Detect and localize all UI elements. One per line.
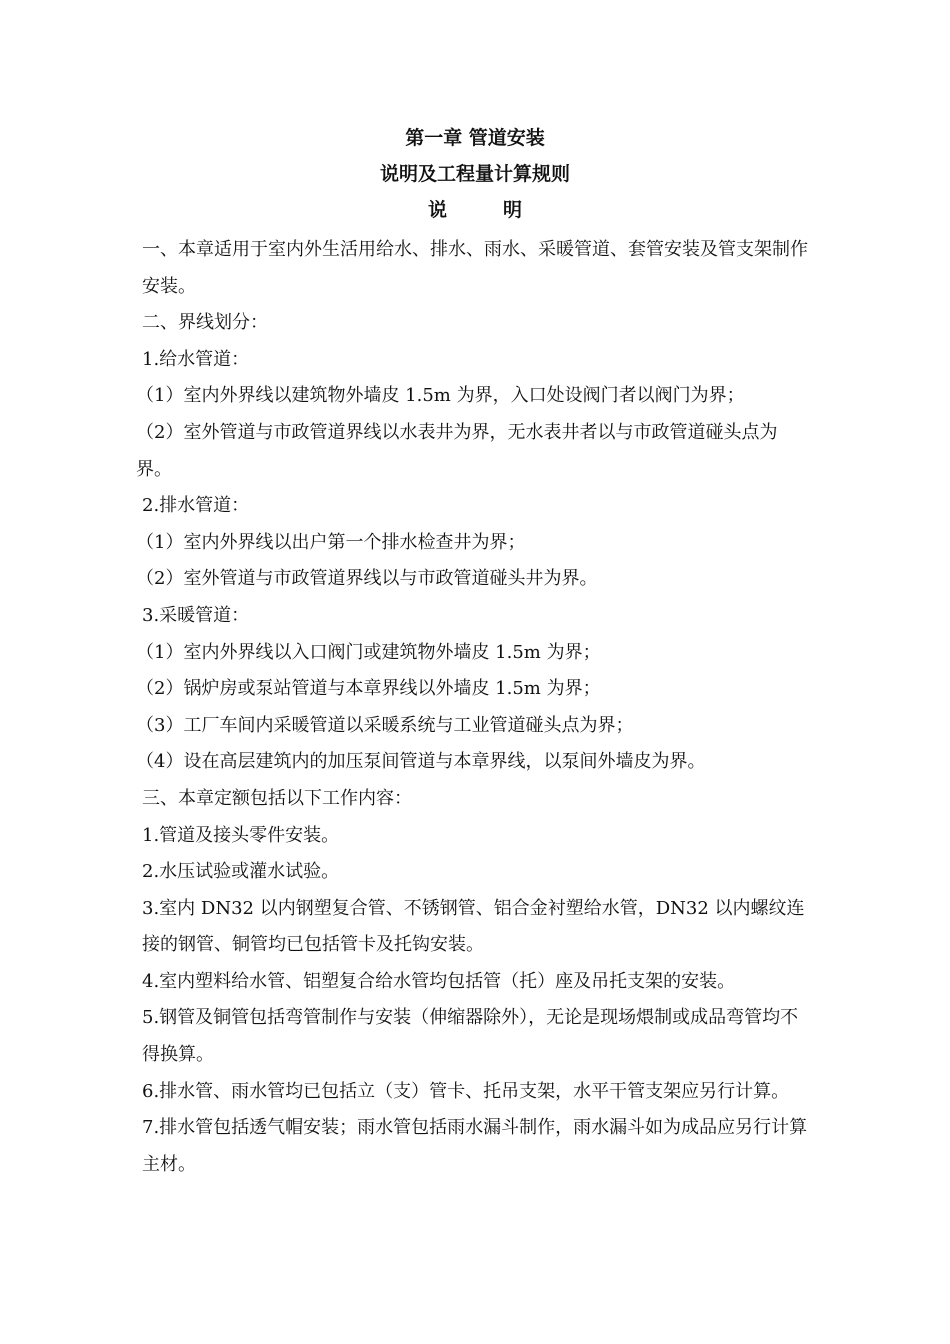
paragraph-water-supply-1: （1）室内外界线以建筑物外墙皮 1.5m 为界，入口处设阀门者以阀门为界； xyxy=(136,385,745,407)
paragraph-drainage-2: （2）室外管道与市政管道界线以与市政管道碰头井为界。 xyxy=(136,568,598,590)
section-heading-left: 说 xyxy=(427,199,447,221)
paragraph-work-6: 6.排水管、雨水管均已包括立（支）管卡、托吊支架，水平干管支架应另行计算。 xyxy=(142,1080,790,1102)
paragraph-water-supply-2: （2）室外管道与市政管道界线以水表井为界，无水表井者以与市政管道碰头点为界。 xyxy=(136,421,778,480)
section-heading-right: 明 xyxy=(503,199,523,221)
paragraph-heating-3: （3）工厂车间内采暖管道以采暖系统与工业管道碰头点为界； xyxy=(136,714,634,736)
section-heading xyxy=(0,198,950,222)
paragraph-heating: 3.采暖管道： xyxy=(142,604,250,626)
paragraph-work-content-heading: 三、本章定额包括以下工作内容： xyxy=(142,787,412,809)
paragraph-boundary-heading: 二、界线划分： xyxy=(142,312,268,334)
section-subtitle: 说明及工程量计算规则 xyxy=(379,163,570,185)
paragraph-work-1: 1.管道及接头零件安装。 xyxy=(142,824,340,846)
paragraph-drainage: 2.排水管道： xyxy=(142,495,250,517)
paragraph-work-3: 3.室内 DN32 以内钢塑复合管、不锈钢管、铝合金衬塑给水管，DN32 以内螺纹连接的钢管、铜管均已包括管卡及托钩安装。 xyxy=(142,897,805,956)
chapter-title: 第一章 管道安装 xyxy=(405,127,545,149)
paragraph-work-4: 4.室内塑料给水管、铝塑复合给水管均包括管（托）座及吊托支架的安装。 xyxy=(142,970,736,992)
paragraph-water-supply: 1.给水管道： xyxy=(142,348,250,370)
body-text xyxy=(136,232,812,1183)
paragraph-heating-1: （1）室内外界线以入口阀门或建筑物外墙皮 1.5m 为界； xyxy=(136,641,601,663)
paragraph-work-5: 5.钢管及铜管包括弯管制作与安装（伸缩器除外），无论是现场煨制或成品弯管均不得换算。 xyxy=(142,1007,799,1066)
paragraph-heating-4: （4）设在高层建筑内的加压泵间管道与本章界线，以泵间外墙皮为界。 xyxy=(136,751,706,773)
paragraph-work-7: 7.排水管包括透气帽安装；雨水管包括雨水漏斗制作，雨水漏斗如为成品应另行计算主材。 xyxy=(142,1117,808,1175)
paragraph-work-2: 2.水压试验或灌水试验。 xyxy=(142,861,340,883)
paragraph-heating-2: （2）锅炉房或泵站管道与本章界线以外墙皮 1.5m 为界； xyxy=(136,678,601,700)
paragraph-scope: 一、本章适用于室内外生活用给水、排水、雨水、采暖管道、套管安装及管支架制作安装。 xyxy=(142,239,808,297)
paragraph-drainage-1: （1）室内外界线以出户第一个排水检查井为界； xyxy=(136,531,526,553)
